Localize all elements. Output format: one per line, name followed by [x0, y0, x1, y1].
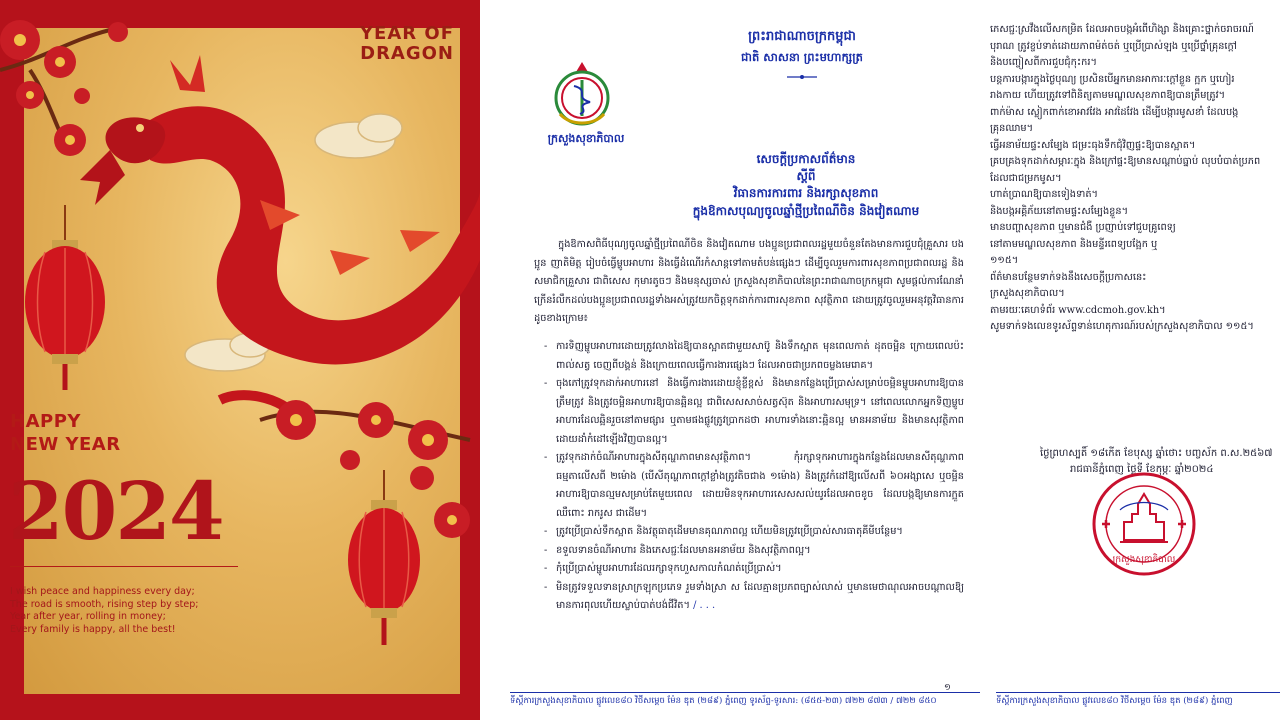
list-item: ភេសជ្ជៈស្រវឹងលើសកម្រិត ដែលអាចបង្កអំពើហិង្សា និងគ្រោះថ្នាក់ចរាចរណ៍ [990, 24, 1254, 35]
list-item: និងបង្កអគ្គិភ័យនៅតាមផ្ទះសម្បែងខ្លួន។ [990, 205, 1129, 217]
page-footer: ទីស្ដីការក្រសួងសុខាភិបាល ផ្លូវលេខ៨០ វិថីសម្ដេច ម៉ែន ឌុត (២៨៩) ភ្នំពេញ [996, 692, 1280, 707]
wish-line: Year after year, rolling in money; [10, 611, 166, 622]
list-item: រាងកាយ ហើយត្រូវទៅពិនិត្យតាមមណ្ឌលសុខភាពឱ្យបានត្រឹមត្រូវ។ [990, 90, 1226, 101]
list-item: ហាត់ប្រាណឱ្យបានទៀងទាត់។ [990, 189, 1099, 200]
list-item: គ្រុនឈាម។ [990, 123, 1034, 134]
list-item: ក្រសួងសុខាភិបាល។ [990, 288, 1065, 299]
solar-date: រាជធានីភ្នំពេញ ថ្ងៃទី ខែកុម្ភៈ ឆ្នាំ២០២៤ [1070, 464, 1214, 475]
wish-line: Every family is happy, all the best! [10, 623, 176, 635]
dragon-icon [80, 55, 480, 420]
list-item: នៅតាមមណ្ឌលសុខភាព និងមន្ទីរពេទ្យបង្អែក ឬ [990, 238, 1158, 250]
list-item: - ត្រូវទុកដាក់ចំណីអាហារក្នុងសីតុណ្ហភាពមានសុវត្ថិភាព។ កុំរក្សាទុកអាហារក្នុងកន្លែងដែលមានសីតុណ្ហភាពធម្មតាលើសពី ២ម៉ោង (បើសីតុណ្ហភាពក្ដៅខ្លាំងត្រូវតិចជាង ១ម៉ោង) និងត្រូវកំដៅឱ្យលើសពី ៦០អង្សាសេ ឬចម្អិនអាហារឱ្យបានល្មមសម្រាប់តែមួយពេល ដោយមិនទុកអាហារសេសសល់យូរដែលអាចខូច ដែលបង្កឱ្យមានការក្អួត ឈឺពោះ រាករូស ជាដើម។ [544, 449, 964, 523]
continuation-mark: / . . . [689, 600, 716, 611]
page-number: ១ [944, 683, 951, 693]
lantern-icon [348, 470, 420, 645]
list-item: - កុំប្រើប្រាស់ម្ហូបអាហារដែលរក្សាទុកហួសកាលកំណត់ប្រើប្រាស់។ [544, 560, 964, 579]
poster-heading-line1: YEAR OF [360, 23, 454, 44]
list-item: - ចុងភៅត្រូវទុកដាក់អាហារនៅ និងធ្វើការងារដោយខ្ញុំខ្លីខ្ពស់ និងមានកន្លែងប្រើប្រាស់សម្រាប់ចម្អិនម្ហូបអាហារឱ្យបានត្រឹមត្រូវ និងត្រូវចម្អិនអាហារឱ្យបានឆ្អិនល្អ ជាពិសេសសាច់សត្វស៊ុត និងអាហារសមុទ្រ។ នៅពេលលោកអ្នកទិញម្ហូបអាហារដែលឆ្អិនរួចនៅតាមផ្សារ ឬតាមផងផ្លូវត្រូវប្រាកដថា អាហារទាំងនោះឆ្អិនល្អ មានអនាម័យ និងមានសុវត្ថិភាព ដោយដាំកំដៅឡើងវិញបានល្អ។ [544, 375, 964, 449]
list-item: ១១៥។ [990, 255, 1019, 266]
ministry-logo-icon [550, 58, 614, 132]
intro-paragraph: ក្នុងឱកាសពិធីបុណ្យចូលឆ្នាំថ្មីប្រពៃណីចិន និងវៀតណាម បងប្អូនប្រជាពលរដ្ឋមួយចំនួនតែងមានការជួបជុំគ្រួសារ បងប្អូន ញាតិមិត្ត រៀបចំធ្វើម្ហូបអាហារ និងធ្វើដំណើរកំសាន្តទៅតាមតំបន់ផ្សេងៗ ដើម្បីចូលរួមការពារសុខភាពប្រជាពលរដ្ឋ និងសមាជិកគ្រួសារ ជាពិសេស កុមារតូចៗ និងមនុស្សចាស់ ក្រសួងសុខាភិបាលនៃព្រះរាជាណាចក្រកម្ពុជា សូមផ្ដល់ការណែនាំ ក្រើនរំលឹកដល់បងប្អូនប្រជាពលរដ្ឋទាំងអស់ត្រូវយកចិត្តទុកដាក់ការពារសុខភាព សុវត្ថិភាព ដោយត្រូវចូលរួមអនុវត្តវិធានការដូចខាងក្រោម៖ [534, 239, 964, 324]
announcement-page-2 [990, 0, 1280, 720]
title-line: សេចក្ដីប្រកាសព័ត៌មាន [756, 152, 856, 166]
lunar-date: ថ្ងៃព្រហស្បតិ៍ ១៨កើត ខែបុស្ស ឆ្នាំថោះ បញ្ចស័ក ព.ស.២៥៦៧ [1040, 448, 1273, 459]
poster-year: 2024 [8, 464, 223, 558]
title-line: វិធានការការពារ និងរក្សាសុខភាព [733, 186, 879, 200]
list-item: ធ្វើអនាម័យផ្ទះសម្បែង ជម្រះធុងទឹកជុំវិញផ្ទះឱ្យបានស្អាត។ [990, 139, 1196, 151]
document-title [596, 150, 1016, 220]
new-year-poster [0, 0, 480, 720]
poster-greeting [10, 410, 121, 456]
list-item: តាមរយៈគេហទំព័រ www.cdcmoh.gov.kh។ [990, 304, 1166, 316]
poster-heading-line2: DRAGON [360, 43, 454, 64]
list-item: ដែលជាជម្រកមូស។ [990, 172, 1062, 184]
seal-text: ក្រសួងសុខាភិបាល [1112, 555, 1176, 565]
motto-header: ជាតិ សាសនា ព្រះមហាក្សត្រ [741, 50, 863, 64]
list-item: - ត្រូវប្រើប្រាស់ទឹកស្អាត និងវត្ថុធាតុដើមមានគុណភាពល្អ ហើយមិនត្រូវប្រើប្រាស់សារធាតុគីមីបន្ថែម។ [544, 523, 964, 542]
list-item: គ្របគ្រងទុកដាក់សម្ភារៈក្នុង និងក្រៅផ្ទះឱ្យមានសណ្ដាប់ធ្នាប់ លុបបំបាត់ប្រភព [990, 156, 1261, 167]
list-item: បន្តការបង្ការក្នុងថ្ងៃបុណ្យ ប្រសិនបើអ្នកមានអាការៈក្ដៅខ្លួន ក្អក ឬហៀរ [990, 73, 1235, 85]
list-item: សូមទាក់ទងលេខទូរស័ព្ទទាន់ហេតុការណ៍របស់ក្រសួងសុខាភិបាល ១១៥។ [990, 321, 1254, 332]
page2-text [990, 22, 1280, 336]
page-footer: ទីស្ដីការក្រសួងសុខាភិបាល ផ្លូវលេខ៨០ វិថីសម្ដេច ម៉ែន ឌុត (២៨៩) ភ្នំពេញ ទូរស័ព្ទ-ទូរសារ: (៨៥៥-២៣) ៧២២ ៨៧៣ / ៧២២ ៨៥០ [510, 692, 980, 707]
guideline-list [544, 338, 964, 616]
poster-heading [360, 24, 454, 64]
list-item: ពាក់ម៉ាស ស្លៀកពាក់ខោអាវវែង អាវដៃវែង ដើម្បីបង្ការមូសខាំ ដែលបង្ក [990, 106, 1239, 118]
kingdom-header: ព្រះរាជាណាចក្រកម្ពុជា [748, 29, 856, 44]
announcement-page-1 [486, 0, 986, 720]
greeting-line1: HAPPY [10, 411, 81, 432]
greeting-line2: NEW YEAR [10, 434, 121, 455]
lantern-icon [25, 205, 105, 390]
ornament-divider-icon [786, 74, 818, 80]
list-item: - ការទិញម្ហូបអាហារដោយត្រូវលាងដៃឱ្យបានស្អាតជាមួយសាប៊ូ និងទឹកស្អាត មុនពេលកាត់ ដុតចម្អិន ក្រោយពេលប៉ះពាល់សត្វ ចេញពីបង្គន់ និងក្រោយពេលធ្វើការងារផ្សេងៗ ដែលអាចជាប្រភពចម្លងមេរោគ។ [544, 338, 964, 375]
wish-line: The road is smooth, rising step by step; [10, 598, 199, 610]
ministry-name: ក្រសួងសុខាភិបាល [547, 132, 625, 145]
list-item: - ខទួលទានចំណីអាហារ និងភេសជ្ជៈដែលមានអនាម័យ និងសុវត្ថិភាពល្អ។ [544, 542, 964, 561]
poster-wishes [10, 586, 199, 636]
wish-line: I wish peace and happiness every day; [10, 586, 195, 597]
list-item: និងបញ្ចៀសពីការជួបជុំកុះករ។ [990, 57, 1097, 68]
year-divider [10, 566, 238, 567]
list-item: - មិនត្រូវទទួលទានស្រាក្រឡុកប្រភេទ រួមទាំងស្រា ស ដែលគ្មានប្រភពច្បាស់លាស់ ឬមានមេថាណុលអាចបណ្ដាលឱ្យមានការពុលហើយស្លាប់បាត់បង់ជីវិត។ / . . . [544, 579, 964, 616]
title-line: ក្នុងឱកាសបុណ្យចូលឆ្នាំថ្មីប្រពៃណីចិន និងវៀតណាម [692, 204, 920, 218]
list-item: មានបញ្ហាសុខភាព ឬមានជំងឺ ប្រញាប់ទៅជួបគ្រូពេទ្យ [990, 222, 1176, 233]
list-item: ព័ត៌មានបន្ថែមទាក់ទងនឹងសេចក្ដីប្រកាសនេះ [990, 271, 1147, 283]
list-item: បុរាណ ត្រូវខ្ចប់ទាត់ដោយភាពម៉ត់ចត់ ឬប្រើប្រាស់ឡង ឬប្រើថ្នាំគ្រុនក្ដៅ [990, 40, 1237, 52]
ministry-seal-icon [1090, 470, 1198, 578]
title-line: ស្ដីពី [796, 169, 816, 183]
